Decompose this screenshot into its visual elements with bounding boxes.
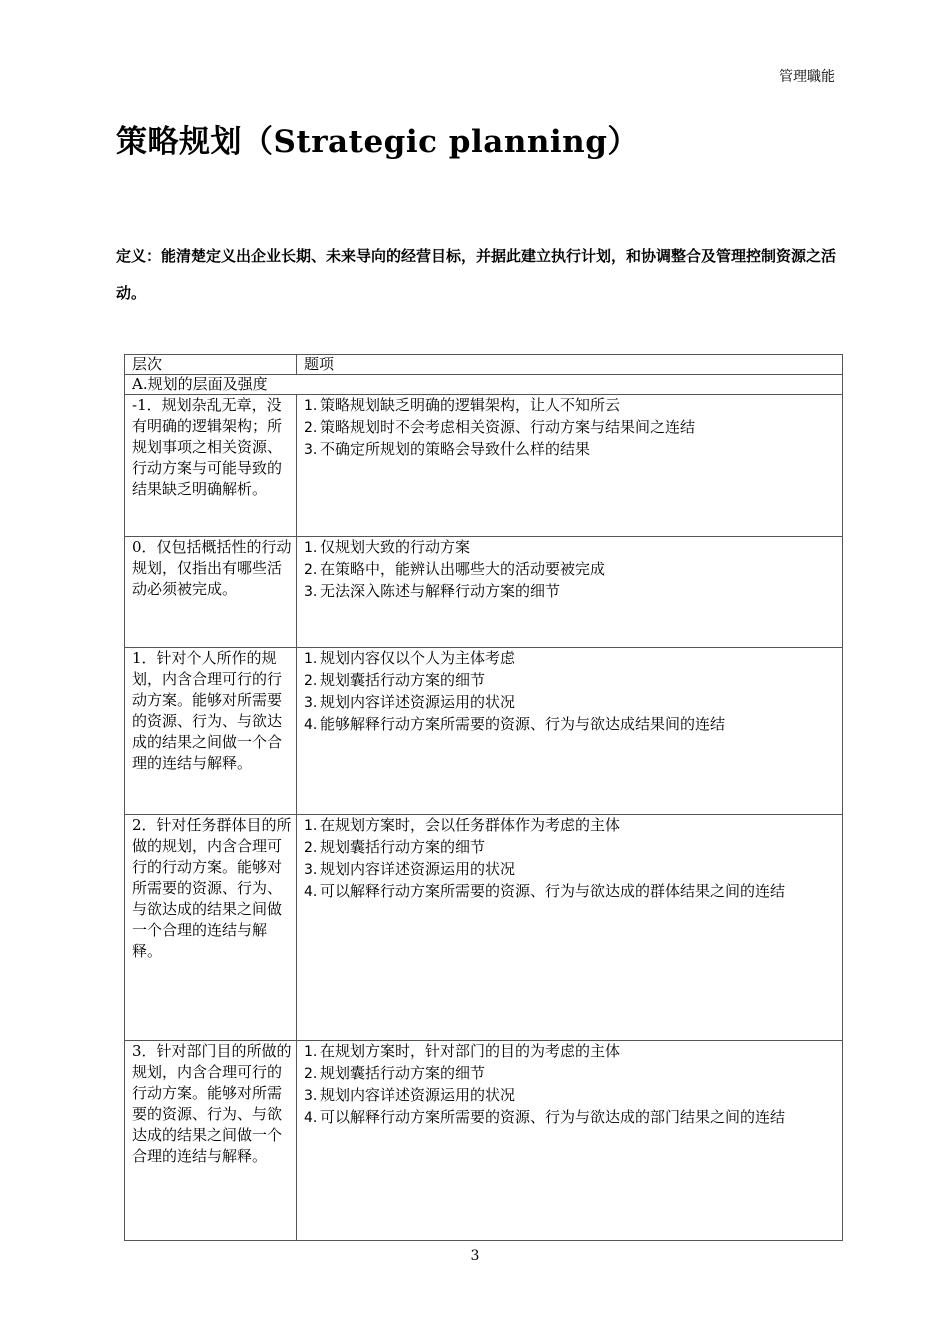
behavior-items-cell <box>297 395 843 537</box>
list-item <box>304 1107 838 1129</box>
item-number: 1. <box>304 1044 318 1060</box>
page-number: 3 <box>470 1248 480 1264</box>
item-number: 1. <box>304 818 318 834</box>
column-header-level: 层次 <box>125 355 297 375</box>
item-text: 仅规划大致的行动方案 <box>320 538 471 556</box>
table-row <box>125 648 843 815</box>
item-number: 1. <box>304 540 318 556</box>
behavior-items-cell <box>297 815 843 1041</box>
table-row <box>125 815 843 1041</box>
item-number: 4. <box>304 1110 318 1126</box>
list-item <box>304 859 838 881</box>
item-number: 3. <box>304 1088 318 1104</box>
behavior-list <box>304 1041 838 1129</box>
list-item <box>304 815 838 837</box>
item-number: 1. <box>304 651 318 667</box>
level-description: 3．针对部门目的所做的规划，内含合理可行的行动方案。能够对所需要的资源、行为、与欲达成的结果之间做一个合理的连结与解释。 <box>125 1041 297 1241</box>
table-row <box>125 537 843 648</box>
behavior-items-cell <box>297 537 843 648</box>
item-text: 规划内容仅以个人为主体考虑 <box>320 649 516 667</box>
list-item <box>304 1041 838 1063</box>
item-text: 规划内容详述资源运用的状况 <box>320 693 516 711</box>
item-number: 1. <box>304 398 318 414</box>
item-text: 策略规划缺乏明确的逻辑架构，让人不知所云 <box>320 396 621 414</box>
item-number: 2. <box>304 562 318 578</box>
item-text: 规划囊括行动方案的细节 <box>320 1064 486 1082</box>
item-text: 可以解释行动方案所需要的资源、行为与欲达成的部门结果之间的连结 <box>320 1108 786 1126</box>
item-number: 3. <box>304 695 318 711</box>
level-description: 0．仅包括概括性的行动规划，仅指出有哪些活动必须被完成。 <box>125 537 297 648</box>
list-item <box>304 648 838 670</box>
item-text: 能够解释行动方案所需要的资源、行为与欲达成结果间的连结 <box>320 715 726 733</box>
item-text: 无法深入陈述与解释行动方案的细节 <box>320 582 561 600</box>
header-section-label: 管理職能 <box>779 69 835 85</box>
behavior-items-cell <box>297 1041 843 1241</box>
list-item <box>304 417 838 439</box>
level-description: -1．规划杂乱无章，没有明确的逻辑架构；所规划事项之相关资源、行动方案与可能导致的结果缺乏明确解析。 <box>125 395 297 537</box>
item-number: 2. <box>304 1066 318 1082</box>
behavior-list <box>304 815 838 903</box>
list-item <box>304 837 838 859</box>
list-item <box>304 1085 838 1107</box>
list-item <box>304 714 838 736</box>
level-description: 1．针对个人所作的规划，内含合理可行的行动方案。能够对所需要的资源、行为、与欲达成的结果之间做一个合理的连结与解释。 <box>125 648 297 815</box>
behavior-list <box>304 395 838 461</box>
section-title: A.规划的层面及强度 <box>125 375 843 395</box>
section-row <box>125 375 843 395</box>
competency-levels-table <box>124 354 843 1241</box>
item-text: 在规划方案时，针对部门的目的为考虑的主体 <box>320 1042 621 1060</box>
item-number: 2. <box>304 673 318 689</box>
item-number: 2. <box>304 420 318 436</box>
list-item <box>304 1063 838 1085</box>
item-text: 规划囊括行动方案的细节 <box>320 671 486 689</box>
behavior-list <box>304 648 838 736</box>
item-text: 规划囊括行动方案的细节 <box>320 838 486 856</box>
item-number: 4. <box>304 884 318 900</box>
page-title: 策略规划（Strategic planning） <box>116 124 639 160</box>
item-text: 在规划方案时，会以任务群体作为考虑的主体 <box>320 816 621 834</box>
column-header-items: 题项 <box>297 355 843 375</box>
item-number: 4. <box>304 717 318 733</box>
item-number: 3. <box>304 584 318 600</box>
item-number: 3. <box>304 442 318 458</box>
list-item <box>304 395 838 417</box>
item-text: 规划内容详述资源运用的状况 <box>320 860 516 878</box>
item-number: 2. <box>304 840 318 856</box>
behavior-list <box>304 537 838 603</box>
behavior-items-cell <box>297 648 843 815</box>
table-row <box>125 395 843 537</box>
table-row <box>125 1041 843 1241</box>
list-item <box>304 439 838 461</box>
list-item <box>304 537 838 559</box>
item-text: 可以解释行动方案所需要的资源、行为与欲达成的群体结果之间的连结 <box>320 882 786 900</box>
list-item <box>304 881 838 903</box>
item-text: 在策略中，能辨认出哪些大的活动要被完成 <box>320 560 606 578</box>
level-description: 2．针对任务群体目的所做的规划，内含合理可行的行动方案。能够对所需要的资源、行为、与欲达成的结果之间做一个合理的连结与解释。 <box>125 815 297 1041</box>
item-number: 3. <box>304 862 318 878</box>
list-item <box>304 581 838 603</box>
item-text: 不确定所规划的策略会导致什么样的结果 <box>320 440 591 458</box>
list-item <box>304 670 838 692</box>
list-item <box>304 559 838 581</box>
table-header-row <box>125 355 843 375</box>
item-text: 规划内容详述资源运用的状况 <box>320 1086 516 1104</box>
definition-paragraph: 定义：能清楚定义出企业长期、未来导向的经营目标，并据此建立执行计划，和协调整合及管理控制资源之活动。 <box>116 247 837 302</box>
list-item <box>304 692 838 714</box>
item-text: 策略规划时不会考虑相关资源、行动方案与结果间之连结 <box>320 418 696 436</box>
